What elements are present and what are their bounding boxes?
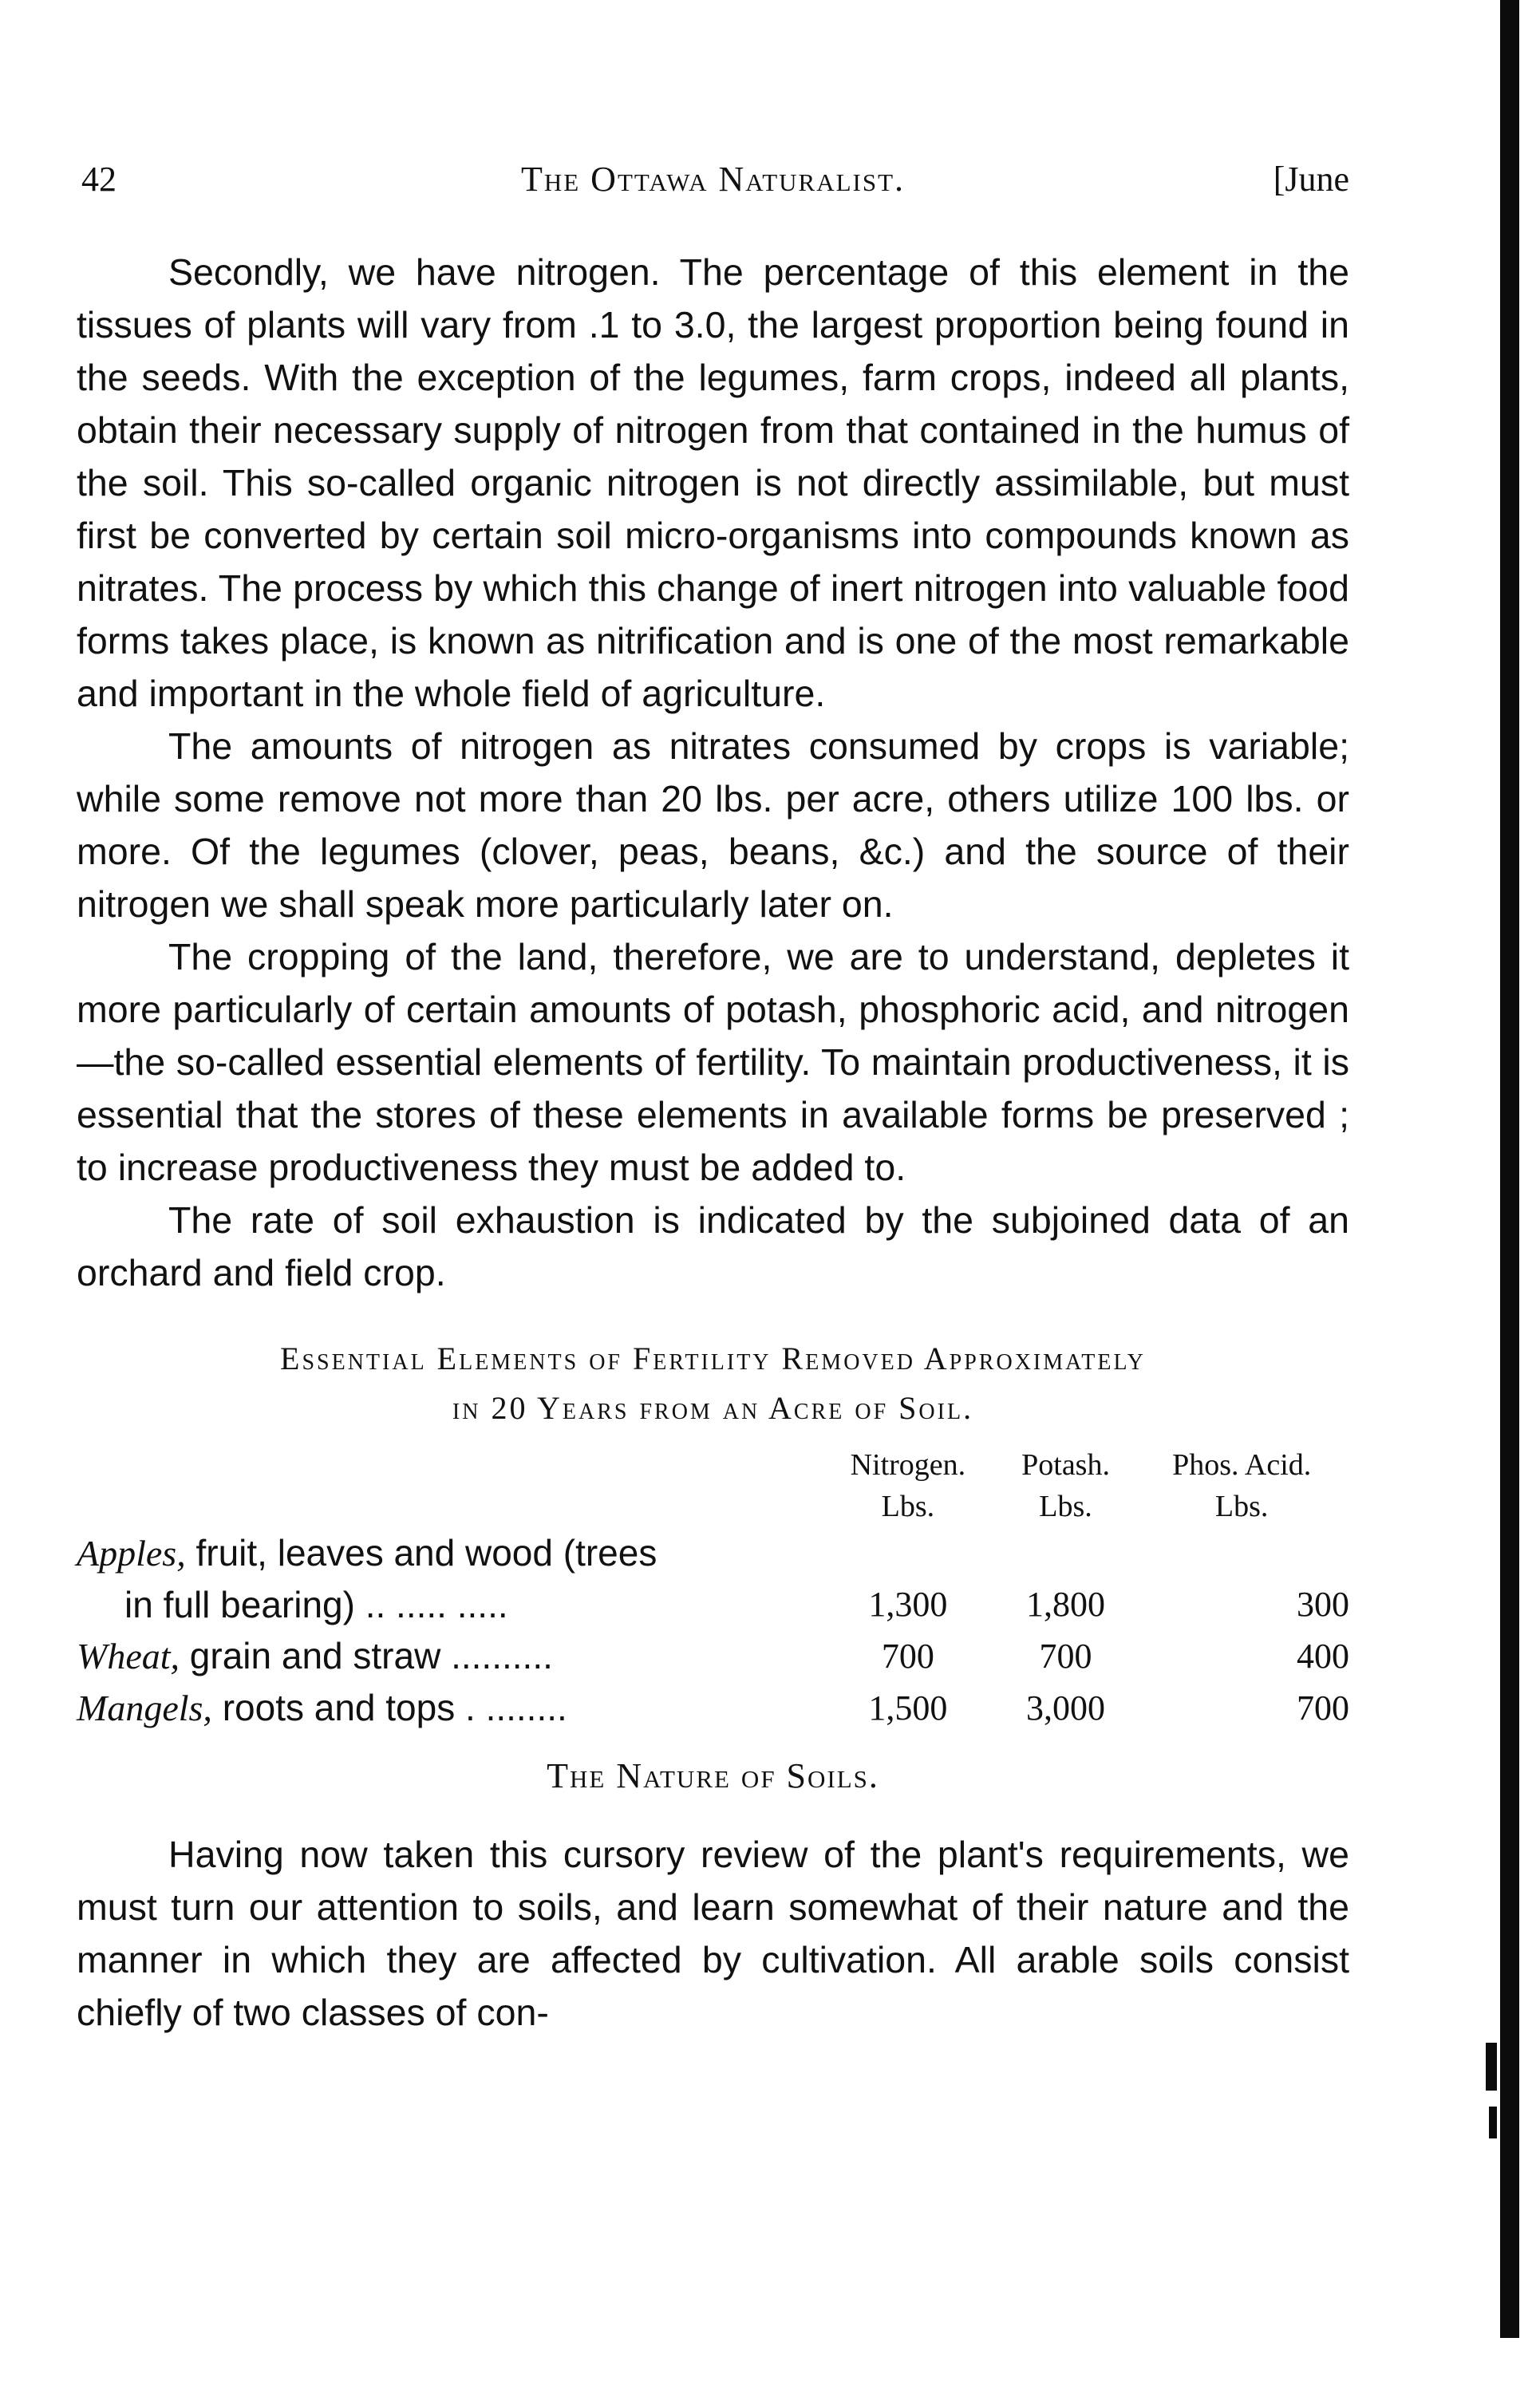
- table-cell: 700: [1039, 1637, 1092, 1676]
- column-header: Nitrogen.: [850, 1448, 966, 1482]
- column-header: Potash.: [1021, 1448, 1110, 1482]
- table-cell: 300: [1297, 1585, 1349, 1624]
- paragraph: The cropping of the land, therefore, we are to understand, depletes it more particularly of certain amounts of potash, phosphoric acid, and nitrogen—the so-called essential elements of fertility. To maintain productiveness, it is essential that the stores of these elements in available forms be preserved ; to increase productiveness they must be added to.: [77, 936, 1349, 1188]
- scan-edge-shadow: [1500, 0, 1519, 2338]
- section-heading: The Nature of Soils.: [547, 1756, 879, 1795]
- crop-description-continued: in full bearing) .. ..... .....: [124, 1584, 508, 1625]
- row-label: [77, 1630, 819, 1682]
- table-heading: [77, 1334, 1349, 1433]
- paragraph: The amounts of nitrogen as nitrates consumed by crops is variable; while some remove not more than 20 lbs. per acre, others utilize 100 lbs. or more. Of the legumes (clover, peas, beans, &c.) and the source of their nitrogen we shall speak more particularly later on.: [77, 725, 1349, 925]
- page-number: 42: [81, 160, 116, 199]
- table-heading-line: Essential Elements of Fertility Removed Approximately: [280, 1341, 1146, 1376]
- issue-month: [June: [1273, 160, 1349, 199]
- paragraph: Secondly, we have nitrogen. The percentage of this element in the tissues of plants will vary from .1 to 3.0, the largest proportion being found in the seeds. With the exception of the legumes, farm crops, indeed all plants, obtain their necessary supply of nitrogen from that contained in the humus of the soil. This so-called organic nitrogen is not directly assimilable, but must first be converted by certain soil micro-organisms into compounds known as nitrates. The process by which this change of inert nitrogen into valuable food forms takes place, is known as nitrification and is one of the most remarkable and important in the whole field of agriculture.: [77, 251, 1349, 714]
- crop-description: fruit, leaves and wood (trees: [195, 1532, 657, 1574]
- running-head: [77, 152, 1349, 207]
- table-cell: 1,500: [868, 1688, 948, 1728]
- scan-speck: [1486, 2043, 1497, 2091]
- column-unit: Lbs.: [881, 1490, 935, 1523]
- row-label: [77, 1682, 819, 1734]
- paragraph: Having now taken this cursory review of the plant's requirements, we must turn our attention to soils, and learn somewhat of their nature and the manner in which they are affected by cultivation. All arable soils consist chiefly of two classes of con-: [77, 1834, 1349, 2033]
- crop-name: Mangels,: [77, 1688, 212, 1728]
- page: [77, 152, 1349, 2039]
- table-cell: 400: [1297, 1637, 1349, 1676]
- table-cell: 1,300: [868, 1585, 948, 1624]
- crop-description: grain and straw ..........: [189, 1635, 553, 1676]
- scan-speck: [1489, 2107, 1497, 2138]
- paragraph: The rate of soil exhaustion is indicated by the subjoined data of an orchard and field crop.: [77, 1199, 1349, 1293]
- table-cell: 1,800: [1026, 1585, 1106, 1624]
- column-header: Phos. Acid.: [1172, 1448, 1312, 1482]
- body-text: [77, 246, 1349, 1299]
- table-header-row: [77, 1444, 1349, 1486]
- crop-name: Wheat,: [77, 1636, 180, 1676]
- table-cell: 700: [881, 1637, 934, 1676]
- crop-description: roots and tops . ........: [222, 1687, 567, 1728]
- column-unit: Lbs.: [1039, 1490, 1092, 1523]
- table-cell: 700: [1297, 1688, 1349, 1728]
- fertility-table: [77, 1444, 1349, 1734]
- table-row: [77, 1527, 1349, 1630]
- closing-text: [77, 1828, 1349, 2039]
- row-label: [77, 1527, 819, 1630]
- crop-name: Apples,: [77, 1533, 186, 1574]
- column-unit: Lbs.: [1214, 1490, 1269, 1523]
- table-heading-line: in 20 Years from an Acre of Soil.: [452, 1390, 974, 1426]
- table-cell: 3,000: [1026, 1688, 1106, 1728]
- journal-title: The Ottawa Naturalist.: [520, 160, 906, 199]
- table-row: [77, 1630, 1349, 1682]
- table-unit-row: [77, 1486, 1349, 1527]
- table-row: [77, 1682, 1349, 1734]
